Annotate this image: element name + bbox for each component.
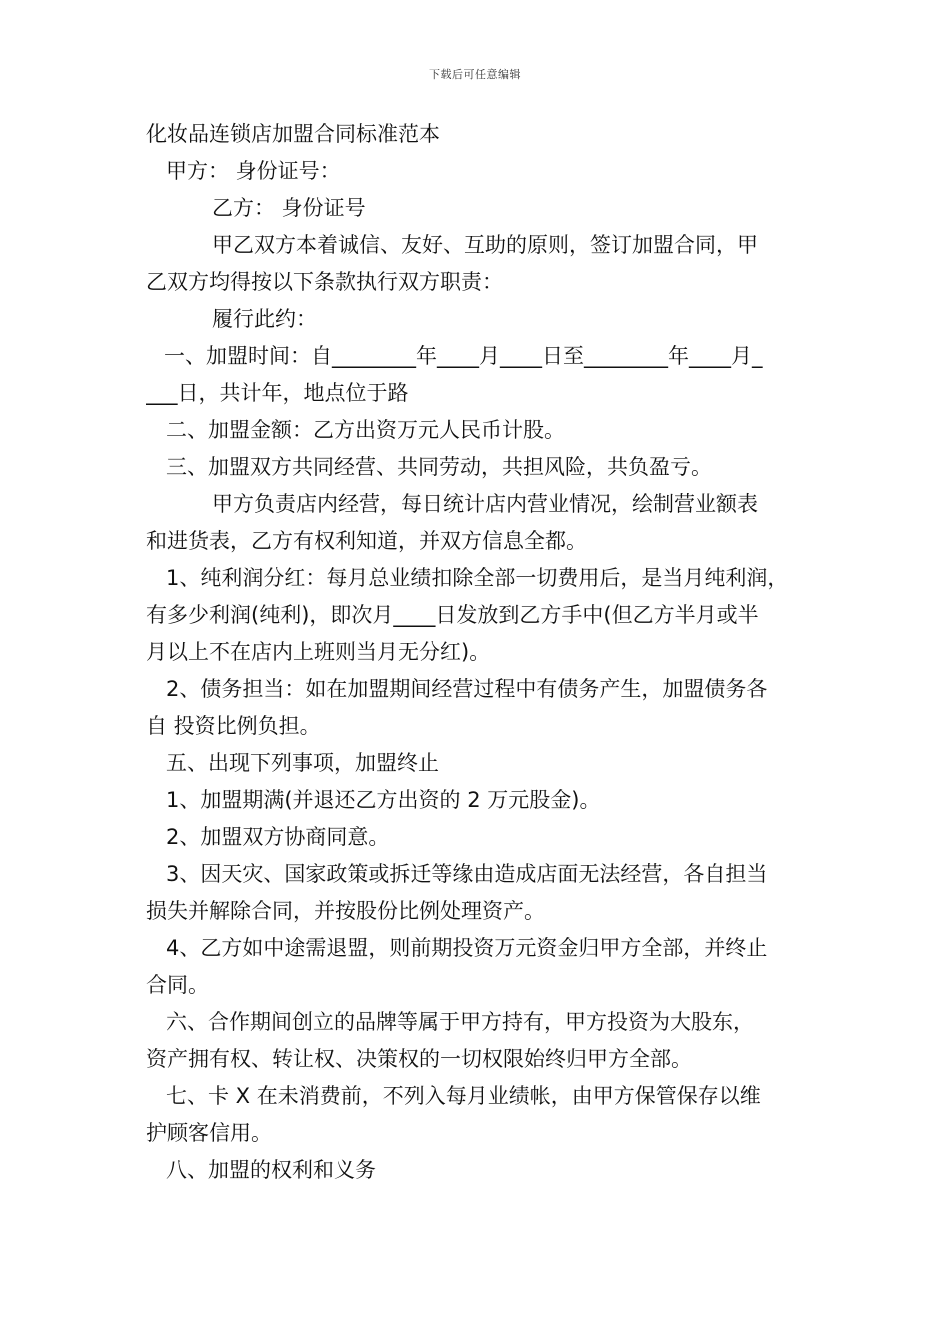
paragraph-line: 损失并解除合同，并按股份比例处理资产。 bbox=[146, 899, 545, 923]
clause-line: 七、卡 X 在未消费前，不列入每月业绩帐，由甲方保管保存以维 bbox=[166, 1084, 761, 1108]
paragraph-line: 甲乙双方本着诚信、友好、互助的原则，签订加盟合同，甲 bbox=[212, 233, 758, 257]
clause-line: 二、加盟金额：乙方出资万元人民币计股。 bbox=[166, 418, 565, 442]
document-title: 化妆品连锁店加盟合同标准范本 bbox=[146, 122, 440, 146]
paragraph-line: 护顾客信用。 bbox=[146, 1121, 272, 1145]
paragraph-line: 资产拥有权、转让权、决策权的一切权限始终归甲方全部。 bbox=[146, 1047, 692, 1071]
clause-line: 3、因天灾、国家政策或拆迁等缘由造成店面无法经营，各自担当 bbox=[166, 862, 768, 886]
clause-line: 2、债务担当：如在加盟期间经营过程中有债务产生，加盟债务各 bbox=[166, 677, 768, 701]
clause-line: 1、加盟期满(并退还乙方出资的 2 万元股金)。 bbox=[166, 788, 601, 812]
paragraph-line: 自 投资比例负担。 bbox=[146, 714, 321, 738]
party-b-line: 乙方： 身份证号 bbox=[212, 196, 366, 220]
clause-line: ___日，共计年，地点位于路 bbox=[146, 381, 409, 405]
paragraph-line: 有多少利润(纯利)，即次月____日发放到乙方手中(但乙方半月或半 bbox=[146, 603, 759, 627]
document-body bbox=[146, 116, 812, 1189]
paragraph-line: 乙双方均得按以下条款执行双方职责： bbox=[146, 270, 503, 294]
paragraph-line: 月以上不在店内上班则当月无分红)。 bbox=[146, 640, 491, 664]
paragraph-line: 合同。 bbox=[146, 973, 209, 997]
paragraph-line: 履行此约： bbox=[212, 307, 317, 331]
header-note: 下载后可任意编辑 bbox=[429, 68, 521, 81]
clause-line: 三、加盟双方共同经营、共同劳动，共担风险，共负盈亏。 bbox=[166, 455, 712, 479]
clause-line: 六、合作期间创立的品牌等属于甲方持有，甲方投资为大股东， bbox=[166, 1010, 754, 1034]
clause-line: 4、乙方如中途需退盟，则前期投资万元资金归甲方全部，并终止 bbox=[166, 936, 768, 960]
party-a-line: 甲方： 身份证号： bbox=[166, 159, 341, 183]
clause-line: 2、加盟双方协商同意。 bbox=[166, 825, 390, 849]
paragraph-line: 甲方负责店内经营，每日统计店内营业情况，绘制营业额表 bbox=[212, 492, 758, 516]
clause-line: 一、加盟时间：自________年____月____日至________年____月_ bbox=[164, 344, 763, 368]
clause-line: 1、纯利润分红：每月总业绩扣除全部一切费用后，是当月纯利润， bbox=[166, 566, 789, 590]
clause-line: 五、出现下列事项，加盟终止 bbox=[166, 751, 439, 775]
paragraph-line: 和进货表，乙方有权利知道，并双方信息全都。 bbox=[146, 529, 587, 553]
clause-line: 八、加盟的权利和义务 bbox=[166, 1158, 376, 1182]
